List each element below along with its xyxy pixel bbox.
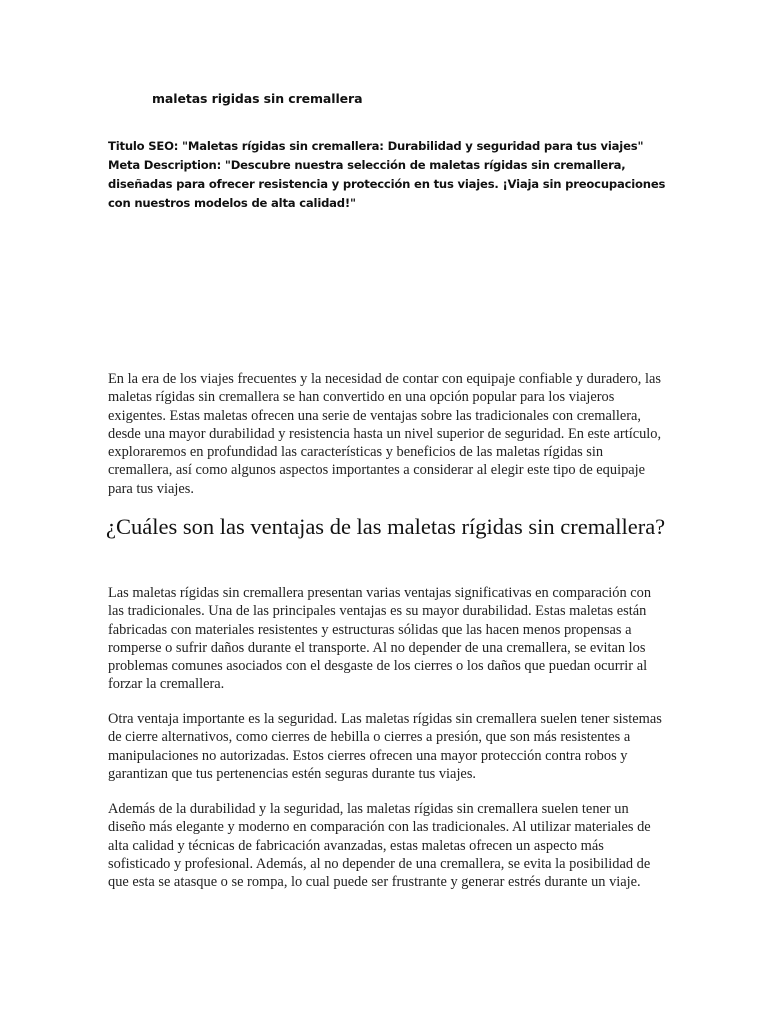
document-title: maletas rigidas sin cremallera <box>152 91 363 106</box>
paragraph-security: Otra ventaja importante es la seguridad. Las maletas rígidas sin cremallera suelen tener sistemas de cierre alternativos, como cierres de hebilla o cierres a presión, que son más resistentes a manipulaciones no autorizadas. Estos cierres ofrecen una mayor protección contra robos y garantizan que tus pertenencias estén seguras durante tus viajes. <box>108 711 662 782</box>
section-heading: ¿Cuáles son las ventajas de las maletas rígidas sin cremallera? <box>106 514 666 539</box>
intro-paragraph: En la era de los viajes frecuentes y la necesidad de contar con equipaje confiable y duradero, las maletas rígidas sin cremallera se han convertido en una opción popular para los viajeros exigentes. Estas maletas ofrecen una serie de ventajas sobre las tradicionales con cremallera, desde una mayor durabilidad y resistencia hasta un nivel superior de seguridad. En este artículo, exploraremos en profundidad las características y beneficios de las maletas rígidas sin cremallera, así como algunos aspectos importantes a considerar al elegir este tipo de equipaje para tus viajes. <box>108 371 662 497</box>
paragraph-design: Además de la durabilidad y la seguridad, las maletas rígidas sin cremallera suelen tener un diseño más elegante y moderno en comparación con las tradicionales. Al utilizar materiales de alta calidad y técnicas de fabricación avanzadas, estas maletas ofrecen un aspecto más sofisticado y profesional. Además, al no depender de una cremallera, se evita la posibilidad de que esta se atasque o se rompa, lo cual puede ser frustrante y generar estrés durante un viaje. <box>108 801 651 891</box>
paragraph-durability: Las maletas rígidas sin cremallera presentan varias ventajas significativas en comparación con las tradicionales. Una de las principales ventajas es su mayor durabilidad. Estas maletas están fabricadas con materiales resistentes y estructuras sólidas que las hacen menos propensas a romperse o sufrir daños durante el transporte. Al no depender de una cremallera, se evitan los problemas comunes asociados con el desgaste de los cierres o los daños que puedan ocurrir al forzar la cremallera. <box>108 585 652 693</box>
seo-meta-text: Titulo SEO: "Maletas rígidas sin cremallera: Durabilidad y seguridad para tus viajes" Meta Description: "Descubre nuestra selección de maletas rígidas sin cremallera, diseñadas para ofrecer resistencia y protección en tus viajes. ¡Viaja sin preocupaciones con nuestros modelos de alta calidad!" <box>108 139 666 210</box>
